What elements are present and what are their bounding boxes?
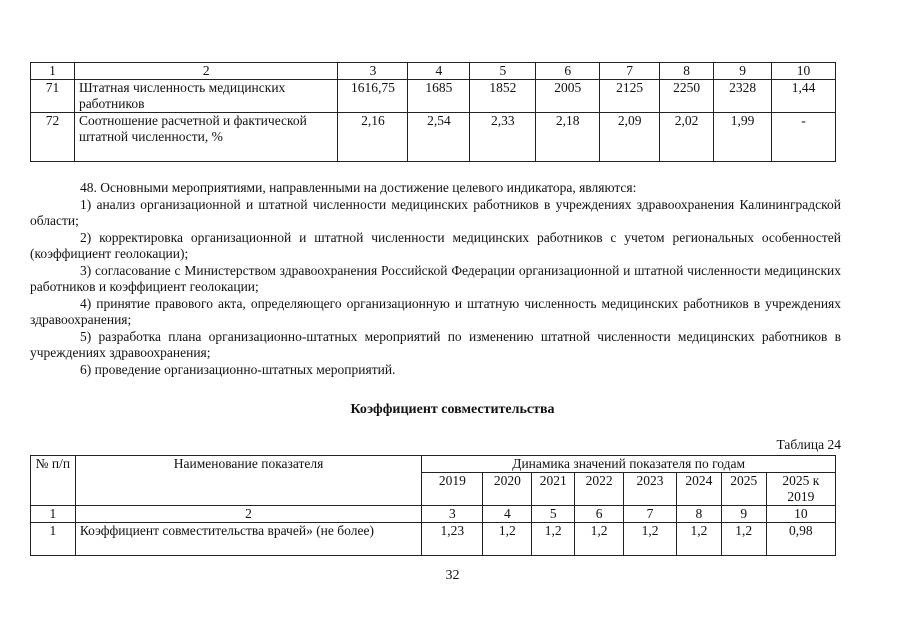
year-cell: 2022: [575, 473, 624, 506]
header-cell: 5: [532, 506, 575, 523]
table-header-row: [31, 63, 836, 80]
header-cell: 8: [660, 63, 714, 80]
indicator-name: Соотношение расчетной и фактической штатной численности, %: [74, 113, 338, 162]
table-label: Таблица 24: [776, 437, 841, 452]
header-cell: 1: [31, 63, 75, 80]
value-cell: 2,16: [338, 113, 408, 162]
value-cell: 1,2: [483, 523, 532, 556]
header-cell: 7: [624, 506, 677, 523]
list-item: 3) согласование с Министерством здравоохранения Российской Федерации организационной и штатной численности медицинских работников и коэффициент геолокации;: [30, 262, 841, 294]
header-cell: 9: [721, 506, 766, 523]
value-cell: 1852: [470, 80, 536, 113]
coefficient-table: [30, 455, 836, 556]
numbering-row: [31, 506, 836, 523]
value-cell: 2,02: [660, 113, 714, 162]
list-item: 5) разработка плана организационно-штатных мероприятий по изменению штатной численности медицинских работников в учреждениях здравоохранения;: [30, 328, 841, 360]
header-cell: 7: [600, 63, 660, 80]
header-cell: 5: [470, 63, 536, 80]
header-cell: 2: [75, 506, 421, 523]
year-cell: 2019: [422, 473, 483, 506]
year-cell: 2024: [677, 473, 722, 506]
header-cell: 4: [408, 63, 470, 80]
row-number: 71: [31, 80, 75, 113]
header-cell: 3: [422, 506, 483, 523]
header-cell: 10: [772, 63, 836, 80]
row-number: 1: [31, 523, 76, 556]
value-cell: 2250: [660, 80, 714, 113]
value-cell: 1,2: [721, 523, 766, 556]
value-cell: 2,18: [536, 113, 600, 162]
header-cell: 10: [766, 506, 835, 523]
header-cell: 9: [714, 63, 772, 80]
year-cell: 2025 к 2019: [766, 473, 835, 506]
header-cell: 3: [338, 63, 408, 80]
value-cell: 1,99: [714, 113, 772, 162]
header-cell: 1: [31, 506, 76, 523]
list-item: 4) принятие правового акта, определяющего организационную и штатную численность медицинских работников в учреждениях здравоохранения;: [30, 295, 841, 327]
value-cell: 1,2: [624, 523, 677, 556]
value-cell: -: [772, 113, 836, 162]
year-cell: 2021: [532, 473, 575, 506]
list-item: 6) проведение организационно-штатных мероприятий.: [80, 361, 396, 377]
year-cell: 2023: [624, 473, 677, 506]
indicator-name: Коэффициент совместительства врачей» (не более): [75, 523, 421, 556]
section-heading: Коэффициент совместительства: [350, 402, 555, 417]
table-row: [31, 80, 836, 113]
value-cell: 2,54: [408, 113, 470, 162]
value-cell: 1,2: [532, 523, 575, 556]
dynamics-header: Динамика значений показателя по годам: [422, 456, 836, 473]
value-cell: 1685: [408, 80, 470, 113]
value-cell: 2,09: [600, 113, 660, 162]
value-cell: 0,98: [766, 523, 835, 556]
header-cell: 2: [74, 63, 338, 80]
value-cell: 1,44: [772, 80, 836, 113]
header-cell: 6: [536, 63, 600, 80]
value-cell: 1,2: [575, 523, 624, 556]
header-cell: 8: [677, 506, 722, 523]
num-header: № п/п: [31, 456, 76, 506]
table-row: [31, 523, 836, 556]
table-row: [31, 113, 836, 162]
year-cell: 2020: [483, 473, 532, 506]
year-cell: 2025: [721, 473, 766, 506]
table-header-row: [31, 456, 836, 473]
value-cell: 1,23: [422, 523, 483, 556]
row-number: 72: [31, 113, 75, 162]
indicator-name: Штатная численность медицинских работников: [74, 80, 338, 113]
value-cell: 1,2: [677, 523, 722, 556]
header-cell: 4: [483, 506, 532, 523]
page-number: 32: [445, 568, 460, 583]
header-cell: 6: [575, 506, 624, 523]
staffing-table: [30, 62, 836, 162]
list-item: 1) анализ организационной и штатной численности медицинских работников в учреждениях здравоохранения Калининградской области;: [30, 196, 841, 228]
list-item: 2) корректировка организационной и штатной численности медицинских работников с учетом региональных особенностей (коэффициент геолокации);: [30, 229, 841, 261]
value-cell: 2328: [714, 80, 772, 113]
value-cell: 2005: [536, 80, 600, 113]
measures-intro: 48. Основными мероприятиями, направленными на достижение целевого индикатора, являются:: [80, 180, 637, 195]
measures-list: [30, 180, 841, 378]
value-cell: 2125: [600, 80, 660, 113]
name-header: Наименование показателя: [75, 456, 421, 506]
value-cell: 1616,75: [338, 80, 408, 113]
value-cell: 2,33: [470, 113, 536, 162]
